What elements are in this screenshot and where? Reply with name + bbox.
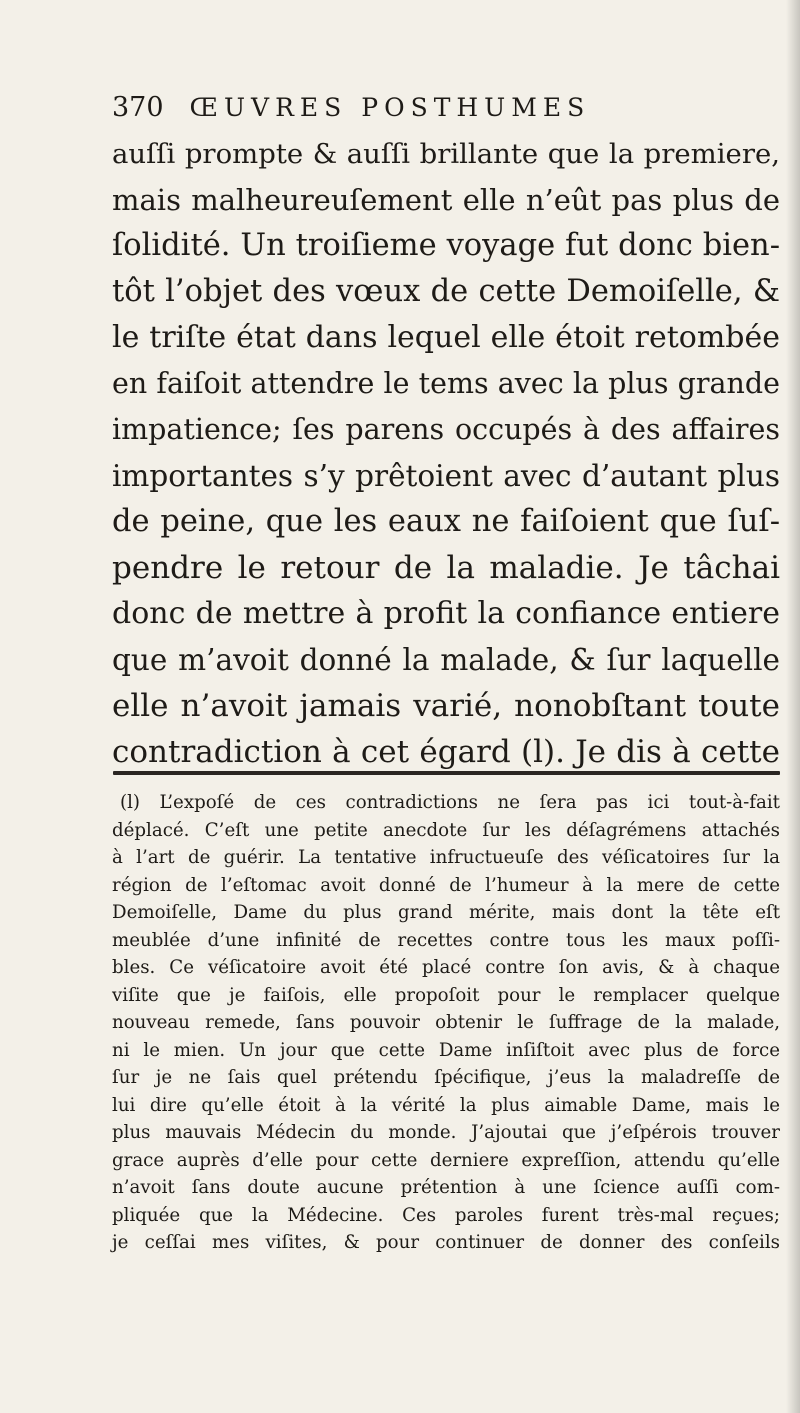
footnote-line: Demoiſelle, Dame du plus grand mérite, mais dont la tête eſt xyxy=(112,902,780,923)
text-line: elle n’avoit jamais varié, nonobſtant toute xyxy=(112,688,780,724)
footnote-line: bles. Ce véſicatoire avoit été placé contre ſon avis, & à chaque xyxy=(112,957,780,978)
footnote-line: je ceſſai mes viſites, & pour continuer de donner des conſeils xyxy=(112,1232,780,1253)
footnote-line: ni le mien. Un jour que cette Dame inſiſtoit avec plus de force xyxy=(112,1039,780,1061)
footnote-line: lui dire qu’elle étoit à la vérité la plus aimable Dame, mais le xyxy=(112,1094,780,1116)
footnote-line: n’avoit ſans doute aucune prétention à une ſcience auſſi com- xyxy=(112,1177,780,1198)
footnote-line: région de l’eſtomac avoit donné de l’humeur à la mere de cette xyxy=(112,874,780,896)
text-line: contradiction à cet égard (l). Je dis à cette xyxy=(112,734,780,770)
footnote-line: pliquée que la Médecine. Ces paroles furent très-mal reçues; xyxy=(112,1204,780,1226)
footnote-line: nouveau remede, ſans pouvoir obtenir le ſuffrage de la malade, xyxy=(112,1012,780,1033)
text-line: pendre le retour de la maladie. Je tâchai xyxy=(112,550,780,586)
footnote-line: ſur je ne ſais quel prétendu ſpécifique, j’eus la maladreſſe de xyxy=(112,1067,780,1088)
text-line: mais malheureuſement elle n’eût pas plus de xyxy=(112,183,780,217)
running-header xyxy=(112,92,590,132)
footnote xyxy=(112,789,780,1257)
text-line: donc de mettre à profit la confiance entiere xyxy=(112,596,780,631)
footnote-line: grace auprès d’elle pour cette derniere expreſſion, attendu qu’elle xyxy=(112,1149,780,1171)
footnote-line: déplacé. C’eſt une petite anecdote ſur les déſagrémens attachés xyxy=(112,819,780,841)
footnote-line: meublée d’une infinité de recettes contre tous les maux poſſi- xyxy=(112,929,780,951)
running-title: ŒUVRES POSTHUMES xyxy=(189,93,591,122)
text-line: importantes s’y prêtoient avec d’autant plus xyxy=(112,459,780,493)
text-line: en faiſoit attendre le tems avec la plus grande xyxy=(112,367,780,400)
text-line: auſſi prompte & auſſi brillante que la premiere, xyxy=(112,138,780,170)
page-number: 370 xyxy=(112,92,164,123)
text-line: que m’avoit donné la malade, & ſur laquelle xyxy=(112,643,780,677)
text-line: de peine, que les eaux ne faiſoient que ſuſ- xyxy=(112,504,780,539)
footnote-separator-rule xyxy=(113,771,780,775)
text-line: le triſte état dans lequel elle étoit retombée xyxy=(112,320,780,355)
main-text xyxy=(112,131,780,775)
text-line: impatience; ſes parens occupés à des affaires xyxy=(112,413,780,446)
text-line: ſolidité. Un troiſieme voyage fut donc bien- xyxy=(112,228,780,263)
footnote-line: plus mauvais Médecin du monde. J’ajoutai que j’eſpérois trouver xyxy=(112,1122,780,1143)
footnote-line: à l’art de guérir. La tentative infructueuſe des véſicatoires ſur la xyxy=(112,847,780,868)
footnote-line: viſite que je faiſois, elle propoſoit pour le remplacer quelque xyxy=(112,984,780,1006)
page-edge-shadow xyxy=(786,0,800,1413)
text-line: tôt l’objet des vœux de cette Demoiſelle, & xyxy=(112,274,780,309)
footnote-line: (l) L’expoſé de ces contradictions ne ſera pas ici tout-à-fait xyxy=(120,792,780,813)
